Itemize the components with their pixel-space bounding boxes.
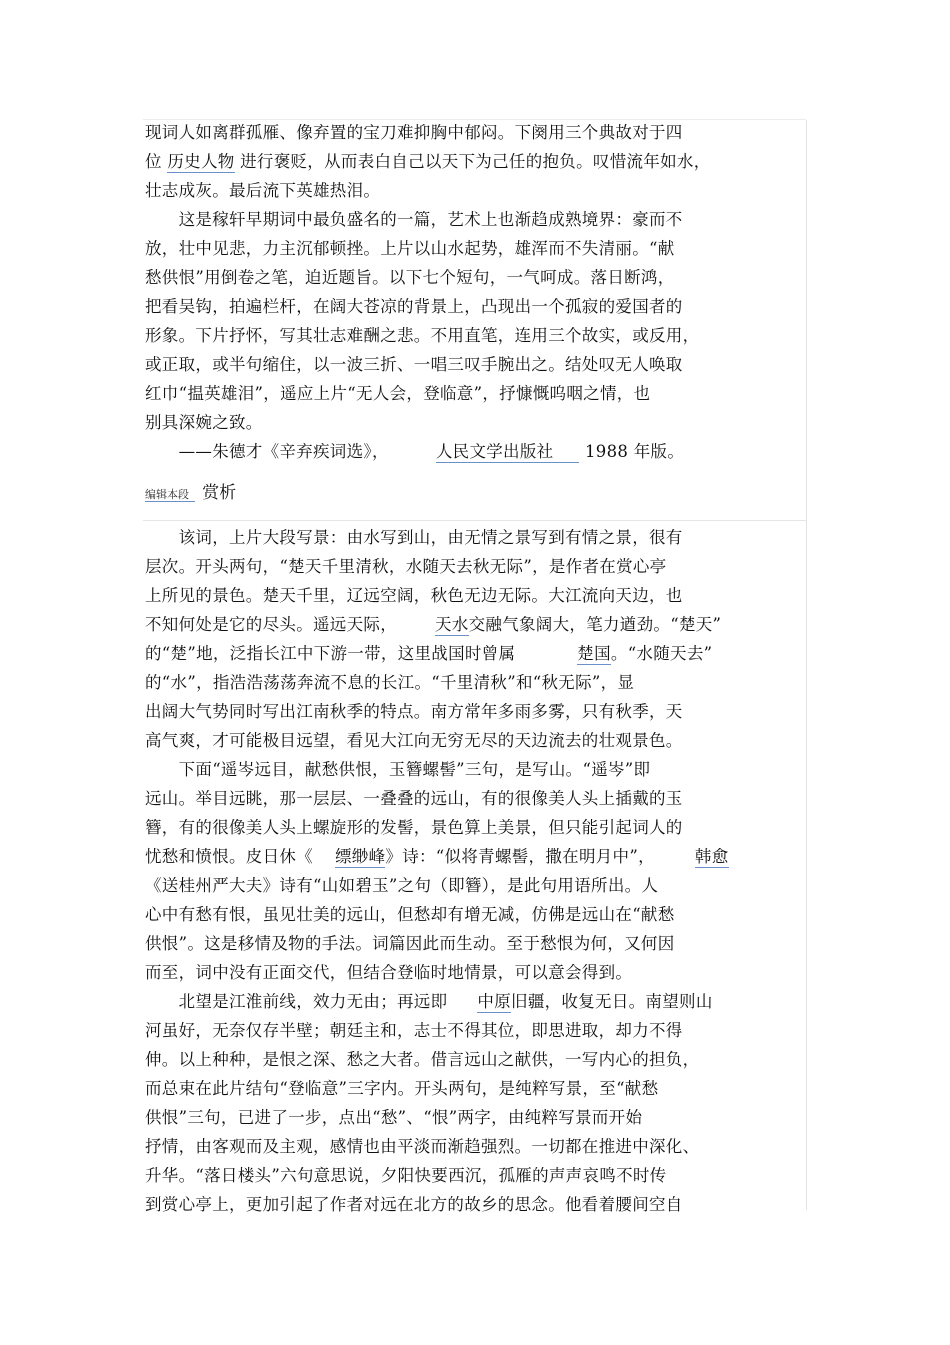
- text-line: 的“楚”地，泛指长江中下游一带，这里战国时曾属 楚国。“水随天去”: [145, 644, 713, 663]
- text-line: 形象。下片抒怀，写其壮志难酬之悲。不用直笔，连用三个故实，或反用，: [145, 326, 700, 345]
- link-central-plains[interactable]: 中原: [477, 992, 512, 1011]
- link-publisher[interactable]: 人民文学出版社: [436, 442, 580, 463]
- text-line: 现词人如离群孤雁、像弃置的宝刀难抑胸中郁闷。下阕用三个典故对于四: [145, 123, 683, 142]
- link-chu-state[interactable]: 楚国: [577, 644, 611, 663]
- text-line: 放，壮中见悲，力主沉郁顿挫。上片以山水起势，雄浑而不失清丽。“献: [145, 239, 675, 258]
- text-line: 远山。举目远眺，那一层层、一叠叠的远山，有的很像美人头上插戴的玉: [145, 789, 683, 808]
- page-frame-top: [143, 119, 806, 120]
- link-tianshui[interactable]: 天水: [435, 615, 469, 634]
- section-title: 赏析: [202, 483, 237, 503]
- text-line: 红巾“揾英雄泪”，遥应上片“无人会，登临意”，抒慷慨呜咽之情，也: [145, 384, 651, 403]
- text-line: 该词，上片大段写景：由水写到山，由无情之景写到有情之景，很有: [145, 528, 683, 547]
- text-line: 簪，有的很像美人头上螺旋形的发髻，景色算上美景，但只能引起词人的: [145, 818, 683, 837]
- text-line: 别具深婉之致。: [145, 413, 263, 432]
- link-piaomiao-peak[interactable]: 缥缈峰: [335, 847, 386, 866]
- text-line: 不知何处是它的尽头。遥远天际， 天水交融气象阔大，笔力遒劲。“楚天”: [145, 615, 722, 634]
- section-divider: [143, 520, 806, 521]
- text-line: 层次。开头两句，“楚天千里清秋，水随天去秋无际”，是作者在赏心亭: [145, 557, 667, 576]
- citation: ——朱德才《辛弃疾词选》， 人民文学出版社 1988 年版。: [145, 442, 685, 461]
- text-line: 壮志成灰。最后流下英雄热泪。: [145, 181, 381, 200]
- text-line: 供恨”。这是移情及物的手法。词篇因此而生动。至于愁恨为何，又何因: [145, 934, 675, 953]
- text-line: 到赏心亭上，更加引起了作者对远在北方的故乡的思念。他看着腰间空自: [145, 1195, 683, 1214]
- text-line: 北望是江淮前线，效力无由；再远即 中原旧疆，收复无日。南望则山: [145, 992, 713, 1011]
- text-line: 而总束在此片结句“登临意”三字内。开头两句，是纯粹写景，至“献愁: [145, 1079, 659, 1098]
- page-frame-right: [806, 120, 807, 1210]
- text-line: 的“水”，指浩浩荡荡奔流不息的长江。“千里清秋”和“秋无际”，显: [145, 673, 635, 692]
- text-line: 位 历史人物 进行褒贬，从而表白自己以天下为己任的抱负。叹惜流年如水，: [145, 152, 711, 171]
- link-han-yu[interactable]: 韩愈: [694, 847, 729, 866]
- text-line: 这是稼轩早期词中最负盛名的一篇，艺术上也渐趋成熟境界：豪而不: [145, 210, 683, 229]
- text-line: 河虽好，无奈仅存半壁；朝廷主和，志士不得其位，即思进取，却力不得: [145, 1021, 683, 1040]
- text-line: 忧愁和愤恨。皮日休《 缥缈峰》诗：“似将青螺髻，撒在明月中”， 韩愈: [145, 847, 729, 866]
- text-line: 而至，词中没有正面交代，但结合登临时地情景，可以意会得到。: [145, 963, 633, 982]
- edit-section-link[interactable]: 编辑本段: [145, 488, 195, 502]
- text-line: 供恨”三句，已进了一步，点出“愁”、“恨”两字，由纯粹写景而开始: [145, 1108, 643, 1127]
- link-historical-figures[interactable]: 历史人物: [167, 152, 235, 171]
- text-line: 愁供恨”用倒卷之笔，迫近题旨。以下七个短句，一气呵成。落日断鸿，: [145, 268, 675, 287]
- text-line: 或正取，或半句缩住，以一波三折、一唱三叹手腕出之。结处叹无人唤取: [145, 355, 683, 374]
- text-line: 下面“遥岑远目，献愁供恨，玉簪螺髻”三句，是写山。“遥岑”即: [145, 760, 651, 779]
- text-line: 上所见的景色。楚天千里，辽远空阔，秋色无边无际。大江流向天边，也: [145, 586, 683, 605]
- section-heading: [145, 478, 236, 503]
- text-line: 升华。“落日楼头”六句意思说，夕阳快要西沉，孤雁的声声哀鸣不时传: [145, 1166, 667, 1185]
- text-line: 把看吴钩，拍遍栏杆，在阔大苍凉的背景上，凸现出一个孤寂的爱国者的: [145, 297, 683, 316]
- text-line: 高气爽，才可能极目远望，看见大江向无穷无尽的天边流去的壮观景色。: [145, 731, 683, 750]
- text-line: 心中有愁有恨，虽见壮美的远山，但愁却有增无减，仿佛是远山在“献愁: [145, 905, 675, 924]
- text-line: 伸。以上种种，是恨之深、愁之大者。借言远山之献供，一写内心的担负，: [145, 1050, 700, 1069]
- text-line: 抒情，由客观而及主观，感情也由平淡而渐趋强烈。一切都在推进中深化、: [145, 1137, 700, 1156]
- text-line: 出阔大气势同时写出江南秋季的特点。南方常年多雨多雾，只有秋季，天: [145, 702, 683, 721]
- text-line: 《送桂州严大夫》诗有“山如碧玉”之句（即簪），是此句用语所出。人: [145, 876, 659, 895]
